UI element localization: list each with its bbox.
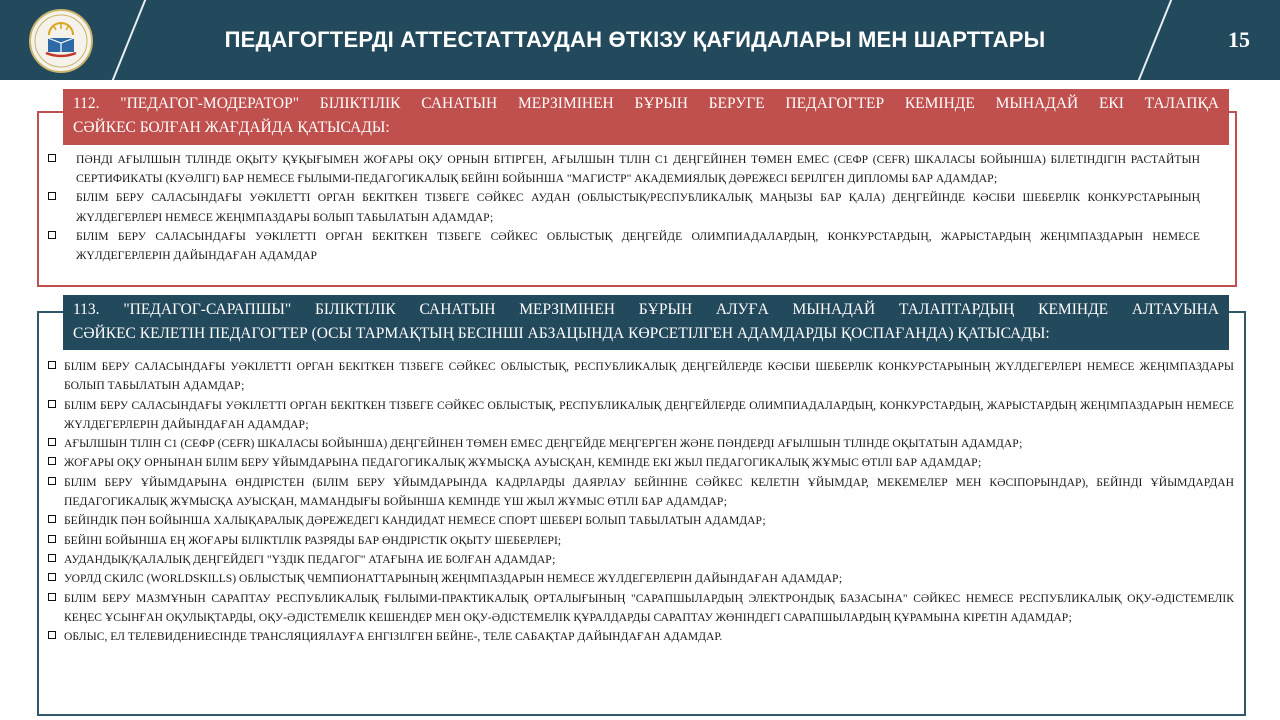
list-item: [47, 531, 1234, 550]
list-item: [47, 511, 1234, 530]
list-item-text: БІЛІМ БЕРУ МАЗМҰНЫН САРАПТАУ РЕСПУБЛИКАЛЫҚ ҒЫЛЫМИ-ПРАКТИКАЛЫҚ ОРТАЛЫҒЫНЫҢ "САРАПШЫЛАРДЫҢ ЭЛЕКТРОНДЫҚ БАЗАСЫНА" СӘЙКЕС НЕМЕСЕ РЕСПУБЛИКАЛЫҚ ОҚУ-ӘДІСТЕМЕЛІК КЕҢЕС ҰСЫНҒАН ОҚУЛЫҚТАРДЫ, ОҚУ-ӘДІСТЕМЕЛІК КЕШЕНДЕР МЕН ОҚУ-ӘДІСТЕМЕЛІК ҚҰРАЛДАРДЫ САРАПТАУ ЖӨНІНДЕГІ САРАПШЫЛАРДЫҢ ҚҰРАМЫНА КІРЕТІН АДАМДАР;: [64, 591, 1234, 624]
list-item-text: БЕЙІНДІК ПӘН БОЙЫНША ХАЛЫҚАРАЛЫҚ ДӘРЕЖЕДЕГІ КАНДИДАТ НЕМЕСЕ СПОРТ ШЕБЕРІ БОЛЫП ТАБЫЛАТЫН АДАМДАР;: [64, 514, 766, 528]
checkbox-bullet-icon: [48, 477, 56, 485]
list-item-text: БІЛІМ БЕРУ ҰЙЫМДАРЫНА ӨНДІРІСТЕН (БІЛІМ БЕРУ ҰЙЫМДАРЫНДА КАДРЛАРДЫ ДАЯРЛАУ БЕЙІНІНЕ СӘЙКЕС КЕЛЕТІН ҰЙЫМДАР, МЕКЕМЕЛЕР МЕН КӘСІПОРЫНДАР), БЕЙІНДІ ҰЙЫМДАРДАН ПЕДАГОГИКАЛЫҚ ЖҰМЫСҚА АУЫСҚАН, МАМАНДЫҒЫ БОЙЫНША КЕМІНДЕ ҮШ ЖЫЛ ЖҰМЫС ӨТІЛІ БАР АДАМДАР;: [64, 475, 1234, 509]
section-113-list: [47, 357, 1234, 646]
list-item-text: БІЛІМ БЕРУ САЛАСЫНДАҒЫ УӘКІЛЕТТІ ОРГАН БЕКІТКЕН ТІЗБЕГЕ СӘЙКЕС ОБЛЫСТЫҚ ДЕҢГЕЙДЕ ОЛИМПИАДАЛАРДЫҢ, КОНКУРСТАРДЫҢ, ЖАРЫСТАРДЫҢ ЖЕҢІМПАЗДАРЫН НЕМЕСЕ ЖҮЛДЕГЕРЛЕРІН ДАЙЫНДАҒАН АДАМДАР: [76, 229, 1200, 263]
list-item-text: БЕЙІНІ БОЙЫНША ЕҢ ЖОҒАРЫ БІЛІКТІЛІК РАЗРЯДЫ БАР ӨНДІРІСТІК ОҚЫТУ ШЕБЕРЛЕРІ;: [64, 533, 562, 547]
header-divider-left: [105, 0, 148, 80]
list-item: [47, 188, 1200, 226]
section-112-list: [47, 150, 1200, 265]
checkbox-bullet-icon: [48, 192, 56, 200]
checkbox-bullet-icon: [48, 457, 56, 465]
list-item-text: УОРЛД СКИЛС (WORLDSKILLS) ОБЛЫСТЫҚ ЧЕМПИОНАТТАРЫНЫҢ ЖЕҢІМПАЗДАРЫН НЕМЕСЕ ЖҮЛДЕГЕРЛЕРІН ДАЙЫНДАҒАН АДАМДАР;: [64, 572, 843, 586]
section-113-heading-line1: 113. "ПЕДАГОГ-САРАПШЫ" БІЛІКТІЛІК САНАТЫН МЕРЗІМІНЕН БҰРЫН АЛУҒА МЫНАДАЙ ТАЛАПТАРДЫҢ КЕМІНДЕ АЛТАУЫНА: [73, 301, 1219, 318]
list-item-text: БІЛІМ БЕРУ САЛАСЫНДАҒЫ УӘКІЛЕТТІ ОРГАН БЕКІТКЕН ТІЗБЕГЕ СӘЙКЕС АУДАН (ОБЛЫСТЫҚ/РЕСПУБЛИКАЛЫҚ МАҢЫЗЫ БАР ҚАЛА) ДЕҢГЕЙІНДЕ КӘСІБИ ШЕБЕРЛІК КОНКУРСТАРЫНЫҢ ЖҮЛДЕГЕРЛЕРІ НЕМЕСЕ ЖЕҢІМПАЗДАРЫ БОЛЫП ТАБЫЛАТЫН АДАМДАР;: [76, 191, 1200, 224]
checkbox-bullet-icon: [48, 361, 56, 369]
checkbox-bullet-icon: [48, 231, 56, 239]
list-item-text: АУДАНДЫҚ/ҚАЛАЛЫҚ ДЕҢГЕЙДЕГІ "ҮЗДІК ПЕДАГОГ" АТАҒЫНА ИЕ БОЛҒАН АДАМДАР;: [64, 552, 556, 566]
list-item: [47, 396, 1234, 435]
list-item: [47, 569, 1234, 588]
page-number: 15: [1228, 27, 1250, 52]
list-item: [47, 627, 1234, 646]
checkbox-bullet-icon: [48, 554, 56, 562]
checkbox-bullet-icon: [48, 573, 56, 581]
ministry-emblem-icon: [29, 9, 93, 73]
list-item-text: БІЛІМ БЕРУ САЛАСЫНДАҒЫ УӘКІЛЕТТІ ОРГАН БЕКІТКЕН ТІЗБЕГЕ СӘЙКЕС ОБЛЫСТЫҚ, РЕСПУБЛИКАЛЫҚ ДЕҢГЕЙЛЕРДЕ ОЛИМПИАДАЛАРДЫҢ, КОНКУРСТАРДЫҢ, ЖАРЫСТАРДЫҢ ЖЕҢІМПАЗДАРЫН НЕМЕСЕ ЖҮЛДЕГЕРЛЕРІН ДАЙЫНДАҒАН АДАМДАР;: [64, 398, 1234, 431]
list-item: [47, 473, 1234, 512]
checkbox-bullet-icon: [48, 535, 56, 543]
list-item: [47, 453, 1234, 472]
section-112-heading-line1: 112. "ПЕДАГОГ-МОДЕРАТОР" БІЛІКТІЛІК САНАТЫН МЕРЗІМІНЕН БҰРЫН БЕРУГЕ ПЕДАГОГТЕР КЕМІНДЕ МЫНАДАЙ ЕКІ ТАЛАПҚА: [73, 95, 1219, 112]
section-112-heading-line2: СӘЙКЕС БОЛҒАН ЖАҒДАЙДА ҚАТЫСАДЫ:: [73, 119, 390, 136]
list-item: [47, 227, 1200, 265]
list-item: [47, 150, 1200, 188]
checkbox-bullet-icon: [48, 515, 56, 523]
list-item-text: ОБЛЫС, ЕЛ ТЕЛЕВИДЕНИЕСІНДЕ ТРАНСЛЯЦИЯЛАУҒА ЕНГІЗІЛГЕН БЕЙНЕ-, ТЕЛЕ САБАҚТАР ДАЙЫНДАҒАН АДАМДАР.: [64, 630, 723, 644]
page-title: ПЕДАГОГТЕРДІ АТТЕСТАТТАУДАН ӨТКІЗУ ҚАҒИДАЛАРЫ МЕН ШАРТТАРЫ: [224, 27, 1046, 52]
list-item: [47, 550, 1234, 569]
list-item-text: ПӘНДІ АҒЫЛШЫН ТІЛІНДЕ ОҚЫТУ ҚҰҚЫҒЫМЕН ЖОҒАРЫ ОҚУ ОРНЫН БІТІРГЕН, АҒЫЛШЫН ТІЛІН С1 ДЕҢГЕЙІНЕН ТӨМЕН ЕМЕС (СЕФР (CEFR) ШКАЛАСЫ БОЙЫНША) БІЛЕТІНДІГІН РАСТАЙТЫН СЕРТИФИКАТЫ (КУӘЛІГІ) БАР НЕМЕСЕ ҒЫЛЫМИ-ПЕДАГОГИКАЛЫҚ БЕЙІНІ БОЙЫНША "МАГИСТР" АКАДЕМИЯЛЫҚ ДӘРЕЖЕСІ БЕРІЛГЕН ДИПЛОМЫ БАР АДАМДАР;: [76, 153, 1200, 186]
section-113-heading-line2: СӘЙКЕС КЕЛЕТІН ПЕДАГОГТЕР (ОСЫ ТАРМАҚТЫҢ БЕСІНШІ АБЗАЦЫНДА КӨРСЕТІЛГЕН АДАМДАРДЫ ҚОСПАҒАНДА) ҚАТЫСАДЫ:: [73, 325, 1050, 342]
checkbox-bullet-icon: [48, 593, 56, 601]
section-113-heading: [63, 295, 1229, 350]
checkbox-bullet-icon: [48, 438, 56, 446]
list-item-text: АҒЫЛШЫН ТІЛІН С1 (СЕФР (CEFR) ШКАЛАСЫ БОЙЫНША) ДЕҢГЕЙІНЕН ТӨМЕН ЕМЕС ДЕҢГЕЙДЕ МЕҢГЕРГЕН ЖӘНЕ ПӘНДЕРДІ АҒЫЛШЫН ТІЛІНДЕ ОҚЫТАТЫН АДАМДАР;: [64, 437, 1023, 451]
header-divider-right: [1131, 0, 1174, 80]
checkbox-bullet-icon: [48, 400, 56, 408]
section-112-heading: [63, 89, 1229, 145]
list-item: [47, 357, 1234, 396]
checkbox-bullet-icon: [48, 631, 56, 639]
header-bar: [0, 0, 1280, 80]
list-item: [47, 589, 1234, 628]
list-item-text: ЖОҒАРЫ ОҚУ ОРНЫНАН БІЛІМ БЕРУ ҰЙЫМДАРЫНА ПЕДАГОГИКАЛЫҚ ЖҰМЫСҚА АУЫСҚАН, КЕМІНДЕ ЕКІ ЖЫЛ ПЕДАГОГИКАЛЫҚ ЖҰМЫС ӨТІЛІ БАР АДАМДАР;: [64, 456, 982, 470]
checkbox-bullet-icon: [48, 154, 56, 162]
list-item: [47, 434, 1234, 453]
list-item-text: БІЛІМ БЕРУ САЛАСЫНДАҒЫ УӘКІЛЕТТІ ОРГАН БЕКІТКЕН ТІЗБЕГЕ СӘЙКЕС ОБЛЫСТЫҚ, РЕСПУБЛИКАЛЫҚ ДЕҢГЕЙЛЕРДЕ КӘСІБИ ШЕБЕРЛІК КОНКУРСТАРЫНЫҢ ЖҮЛДЕГЕРЛЕРІ НЕМЕСЕ ЖЕҢІМПАЗДАРЫ БОЛЫП ТАБЫЛАТЫН АДАМДАР;: [64, 360, 1234, 393]
